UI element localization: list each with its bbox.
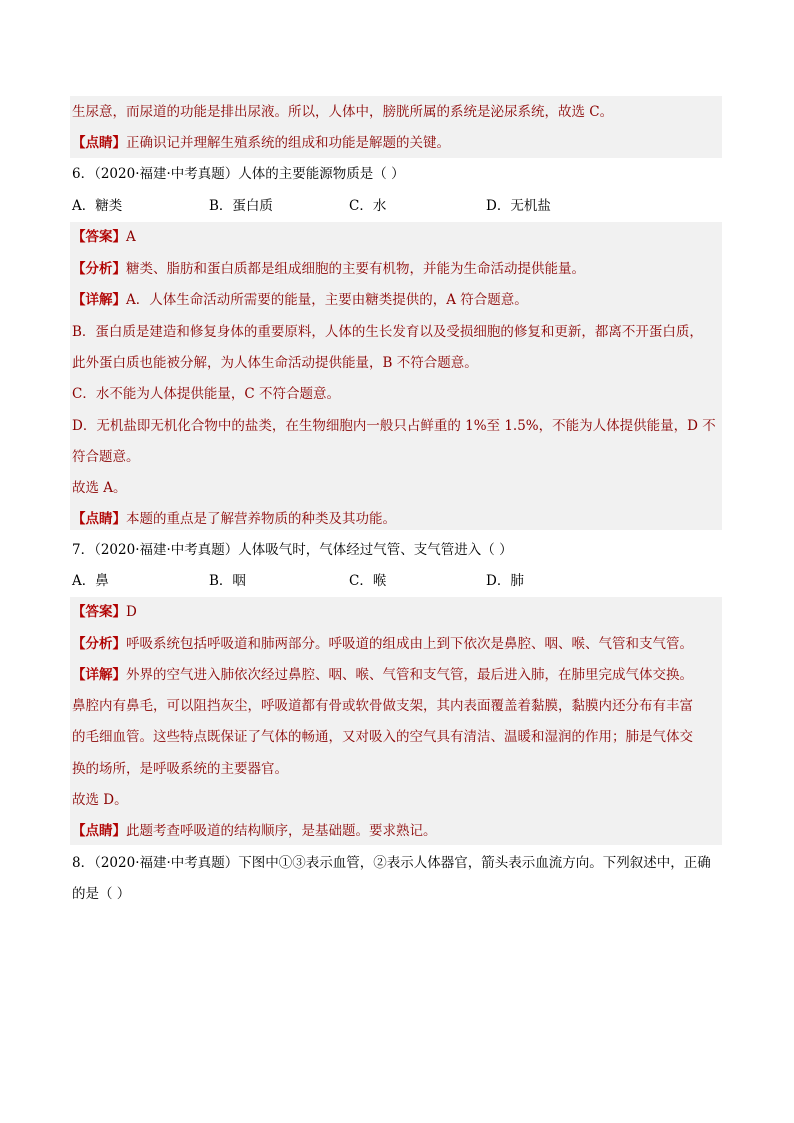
dianjing-text: 正确识记并理解生殖系统的组成和功能是解题的关键。 xyxy=(126,135,450,151)
question-6-stem: 6．（2020·福建·中考真题）人体的主要能源物质是（ ） xyxy=(72,166,405,182)
detail-text: A．人体生命活动所需要的能量，主要由糖类提供的，A 符合题意。 xyxy=(126,292,528,308)
analysis-tag: 【分析】 xyxy=(72,261,126,277)
answer-line xyxy=(72,602,137,622)
question-7-options xyxy=(72,571,722,591)
detail-line: 故选 D。 xyxy=(72,792,128,808)
question-6-options xyxy=(72,196,722,216)
detail-line xyxy=(72,290,528,310)
detail-text: 外界的空气进入肺依次经过鼻腔、咽、喉、气管和支气管，最后进入肺，在肺里完成气体交换。 xyxy=(126,667,693,683)
question-7-stem: 7．（2020·福建·中考真题）人体吸气时，气体经过气管、支气管进入（ ） xyxy=(72,542,513,558)
answer-tag: 【答案】 xyxy=(72,604,126,620)
option-c: C．喉 xyxy=(349,573,387,589)
detail-line: 换的场所，是呼吸系统的主要器官。 xyxy=(72,761,288,777)
option-d: D．肺 xyxy=(486,573,524,589)
text-line: 生尿意，而尿道的功能是排出尿液。所以，人体中，膀胱所属的系统是泌尿系统，故选 C。 xyxy=(72,104,614,120)
answer-text: D xyxy=(126,604,137,620)
detail-line: 符合题意。 xyxy=(72,449,140,465)
answer-text: A xyxy=(126,229,136,245)
analysis-text: 呼吸系统包括呼吸道和肺两部分。呼吸道的组成由上到下依次是鼻腔、咽、喉、气管和支气管。 xyxy=(126,636,693,652)
option-c: C．水 xyxy=(349,198,387,214)
question-8-stem-line: 的是（ ） xyxy=(72,886,131,902)
option-b: B．蛋白质 xyxy=(209,198,273,214)
dianjing-line xyxy=(72,509,396,529)
answer-line xyxy=(72,227,136,247)
detail-tag: 【详解】 xyxy=(72,292,126,308)
detail-line: D．无机盐即无机化合物中的盐类，在生物细胞内一般只占鲜重的 1%至 1.5%，不能为人体提供能量，D 不 xyxy=(72,418,716,434)
dianjing-tag: 【点睛】 xyxy=(72,823,126,839)
option-a: A．糖类 xyxy=(72,198,123,214)
analysis-line xyxy=(72,259,585,279)
option-a: A．鼻 xyxy=(72,573,109,589)
option-b: B．咽 xyxy=(209,573,246,589)
detail-line: 此外蛋白质也能被分解，为人体生命活动提供能量，B 不符合题意。 xyxy=(72,355,478,371)
analysis-text: 糖类、脂肪和蛋白质都是组成细胞的主要有机物，并能为生命活动提供能量。 xyxy=(126,261,585,277)
dianjing-tag: 【点睛】 xyxy=(72,511,126,527)
dianjing-text: 此题考查呼吸道的结构顺序，是基础题。要求熟记。 xyxy=(126,823,437,839)
dianjing-line xyxy=(72,133,450,153)
detail-line: C．水不能为人体提供能量，C 不符合题意。 xyxy=(72,386,340,402)
dianjing-line xyxy=(72,821,437,841)
detail-line xyxy=(72,665,693,685)
dianjing-tag: 【点睛】 xyxy=(72,135,126,151)
detail-line: B．蛋白质是建造和修复身体的重要原料，人体的生长发育以及受损细胞的修复和更新，都离不开蛋白质， xyxy=(72,324,703,340)
analysis-line xyxy=(72,634,693,654)
detail-tag: 【详解】 xyxy=(72,667,126,683)
analysis-tag: 【分析】 xyxy=(72,636,126,652)
question-8-stem-line: 8．（2020·福建·中考真题）下图中①③表示血管，②表示人体器官，箭头表示血流方向。下列叙述中，正确 xyxy=(72,855,711,871)
answer-tag: 【答案】 xyxy=(72,229,126,245)
detail-line: 鼻腔内有鼻毛，可以阻挡灰尘，呼吸道都有骨或软骨做支架，其内表面覆盖着黏膜，黏膜内还分布有丰富 xyxy=(72,698,693,714)
detail-line: 的毛细血管。这些特点既保证了气体的畅通，又对吸入的空气具有清洁、温暖和湿润的作用；肺是气体交 xyxy=(72,729,693,745)
dianjing-text: 本题的重点是了解营养物质的种类及其功能。 xyxy=(126,511,396,527)
option-d: D．无机盐 xyxy=(486,198,551,214)
detail-line: 故选 A。 xyxy=(72,480,127,496)
